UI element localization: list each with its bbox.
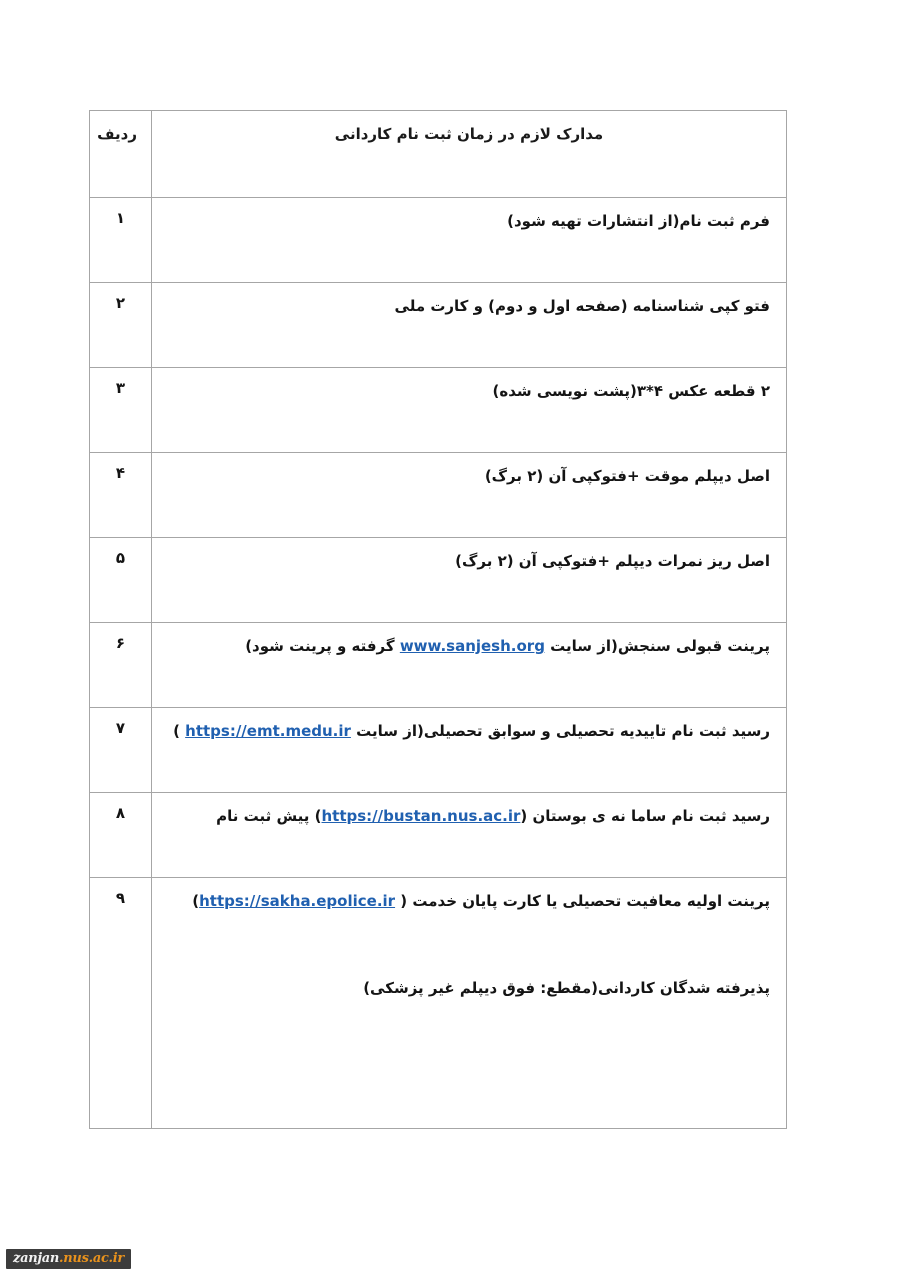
cell-document-text (152, 283, 787, 368)
document-text: فرم ثبت نام(از انتشارات تهیه شود) (507, 212, 770, 230)
document-text: فتو کپی شناسنامه (صفحه اول و دوم) و کارت ملی (394, 297, 770, 315)
link-sakha-epolice[interactable]: https://sakha.epolice.ir (199, 892, 396, 910)
header-label-index: ردیف (97, 125, 137, 143)
row-index: ۱ (115, 209, 126, 227)
text-after-link: گرفته و پرینت شود) (245, 637, 400, 655)
text-before-link: رسید ثبت نام تاییدیه تحصیلی و سوابق تحصیلی(از سایت (350, 722, 770, 740)
table-row (90, 878, 787, 1129)
required-documents-table (89, 110, 787, 1129)
cell-document-text (152, 368, 787, 453)
document-text: اصل ریز نمرات دیپلم +فتوکپی آن (۲ برگ) (455, 552, 770, 570)
row-index: ۴ (115, 464, 126, 482)
cell-row-index (90, 198, 152, 283)
text-before-link: رسید ثبت نام ساما نه ی بوستان ( (520, 807, 770, 825)
table-row (90, 453, 787, 538)
text-before-link: پرینت اولیه معافیت تحصیلی یا کارت پایان خدمت ( (395, 892, 770, 910)
text-before-link: پرینت قبولی سنجش(از سایت (544, 637, 770, 655)
table-row (90, 283, 787, 368)
row-index: ۸ (115, 804, 126, 822)
cell-row-index (90, 878, 152, 1129)
table-row (90, 368, 787, 453)
text-after-link: ) (173, 722, 186, 740)
table-row (90, 708, 787, 793)
document-text (152, 708, 786, 744)
table-row (90, 623, 787, 708)
row-index: ۳ (115, 379, 126, 397)
row-index: ۹ (115, 889, 126, 907)
cell-document-text (152, 793, 787, 878)
document-text (152, 623, 786, 659)
table-row (90, 793, 787, 878)
document-text (152, 793, 786, 829)
row-index: ۷ (115, 719, 126, 737)
cell-row-index (90, 453, 152, 538)
table-row (90, 198, 787, 283)
document-text-secondary: پذیرفته شدگان کاردانی(مقطع: فوق دیپلم غیر پزشکی) (363, 978, 770, 997)
cell-document-text (152, 623, 787, 708)
table-row (90, 538, 787, 623)
watermark-domain: .nus.ac.ir (59, 1251, 124, 1266)
link-emt-medu[interactable]: https://emt.medu.ir (185, 722, 351, 740)
cell-row-index (90, 623, 152, 708)
document-text (152, 878, 786, 1001)
row-index: ۲ (115, 294, 126, 312)
header-cell-index (90, 111, 152, 198)
cell-row-index (90, 368, 152, 453)
text-after-link: ) پیش ثبت نام (216, 807, 322, 825)
site-watermark (6, 1249, 131, 1269)
cell-document-text (152, 708, 787, 793)
cell-row-index (90, 793, 152, 878)
document-text: اصل دیپلم موقت +فتوکپی آن (۲ برگ) (484, 467, 770, 485)
link-bustan-nus[interactable]: https://bustan.nus.ac.ir (321, 807, 521, 825)
cell-document-text (152, 538, 787, 623)
cell-document-text (152, 453, 787, 538)
cell-row-index (90, 283, 152, 368)
document-text: ۲ قطعه عکس ۴*۳(پشت نویسی شده) (492, 382, 770, 400)
link-sanjesh[interactable]: www.sanjesh.org (399, 637, 545, 655)
table-header-row (90, 111, 787, 198)
cell-document-text (152, 198, 787, 283)
cell-row-index (90, 708, 152, 793)
header-cell-documents (152, 111, 787, 198)
text-after-link: ) (192, 892, 200, 910)
cell-row-index (90, 538, 152, 623)
row-index: ۵ (115, 549, 126, 567)
watermark-name: zanjan (13, 1251, 60, 1266)
header-label-documents: مدارک لازم در زمان ثبت نام کاردانی (334, 125, 604, 143)
row-index: ۶ (115, 634, 126, 652)
cell-document-text (152, 878, 787, 1129)
